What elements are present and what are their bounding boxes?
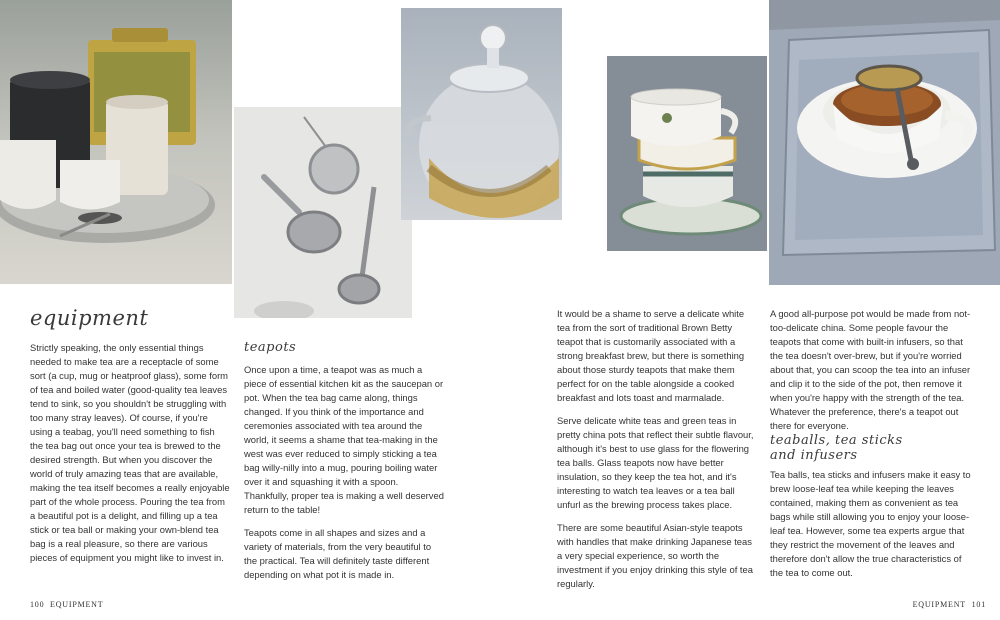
teapots-paragraph-1: Once upon a time, a teapot was as much a piece of essential kitchen kit as the saucepan or pot. When the tea bag came along, things changed. If you think of the importance and ceremonies associated with tea around the world, it seems a shame that tea-making in the west was ever reduced to simply sticking a tea bag willy-nilly into a mug, pouring boiling water over it and squashing it with a spoon. Thankfully, proper tea is making a well deserved return to the table! (244, 364, 444, 515)
teapots-column (244, 363, 444, 591)
teaballs-column (770, 468, 975, 589)
photo-china-cups (607, 56, 767, 251)
intro-paragraph (30, 341, 230, 574)
running-head-left: EQUIPMENT (50, 600, 104, 609)
heading-teaballs-line-2: and infusers (770, 448, 858, 463)
col1-paragraph-1: It would be a shame to serve a delicate white tea from the sort of traditional Brown Betty teapot that is customarily associated with a strong breakfast brew, but there is something about those sturdy teapots that make them perfect for on the table alongside a cooked breakfast and lots toast and marmalade. (557, 308, 745, 403)
heading-equipment: equipment (30, 306, 149, 330)
page-number-left: 100 (30, 600, 45, 609)
heading-teaballs-line-1: teaballs, tea sticks (770, 433, 903, 448)
running-head-right: EQUIPMENT (912, 600, 966, 609)
heading-teapots: teapots (244, 340, 297, 355)
heading-teaballs (770, 433, 980, 463)
teapots-paragraph-2: Teapots come in all shapes and sizes and a variety of materials, from the very beautiful to the practical. Tea will definitely taste different depending on what pot it is made in. (244, 527, 432, 580)
photo-strainers (234, 107, 412, 318)
folio-right (913, 600, 986, 609)
right-column-1 (557, 307, 755, 600)
page-number-right: 101 (971, 600, 986, 609)
col2-paragraph-1: A good all-purpose pot would be made from not-too-delicate china. Some people favour the teapots that come with built-in infusers, so that the tea doesn't over-brew, but if you're worried about that, you can scoop the tea into an infuser and clip it to the side of the pot, then remove it when you're happy with the strength of the tea. Whatever the preference, there's a teapot out there for everyone. (770, 308, 971, 431)
col1-paragraph-2: Serve delicate white teas and green teas in pretty china pots that reflect their subtle flavour, although it's best to use glass for the flowering tea balls. Glass teapots now have better insulation, so they keep the tea hot, and it's interesting to watch tea leaves or a tea ball unfurl as the brewing process takes place. (557, 415, 754, 510)
col1-paragraph-3: There are some beautiful Asian-style teapots with handles that make drinking Japanese teas a very special experience, so worth the investment if you enjoy drinking this style of tea regularly. (557, 522, 753, 589)
col2-paragraph-2: Tea balls, tea sticks and infusers make it easy to brew loose-leaf tea while keeping the leaves contained, making them as convenient as tea bags while still allowing you to enjoy your loose-leaf tea. However, some tea experts argue that they restrict the movement of the leaves and therefore don't allow the true characteristics of the tea to come out. (770, 469, 971, 578)
photo-cup-infuser (769, 0, 1000, 285)
right-column-2 (770, 307, 975, 442)
photo-glass-teapot (401, 8, 562, 220)
photo-tea-caddies (0, 0, 232, 284)
intro-text: Strictly speaking, the only essential things needed to make tea are a receptacle of some sort (a cup, mug or heatproof glass), some form of tea and boiled water (good-quality tea leaves tend to sink, so you shouldn't be struggling with too many stray leaves). Of course, if you're using a teabag, you'll need something to fish the tea bag out once your tea is brewed to the desired strength. But when you discover the world of truly amazing teas that are available, making the tea itself becomes a really enjoyable part of the whole process. Pouring the tea from a beautiful pot is a delight, and filling up a tea stick or tea ball or making your own-blend tea bag is a real pleasure, so there are various pieces of equipment you might like to invest in. (30, 342, 230, 563)
folio-left (30, 600, 103, 609)
